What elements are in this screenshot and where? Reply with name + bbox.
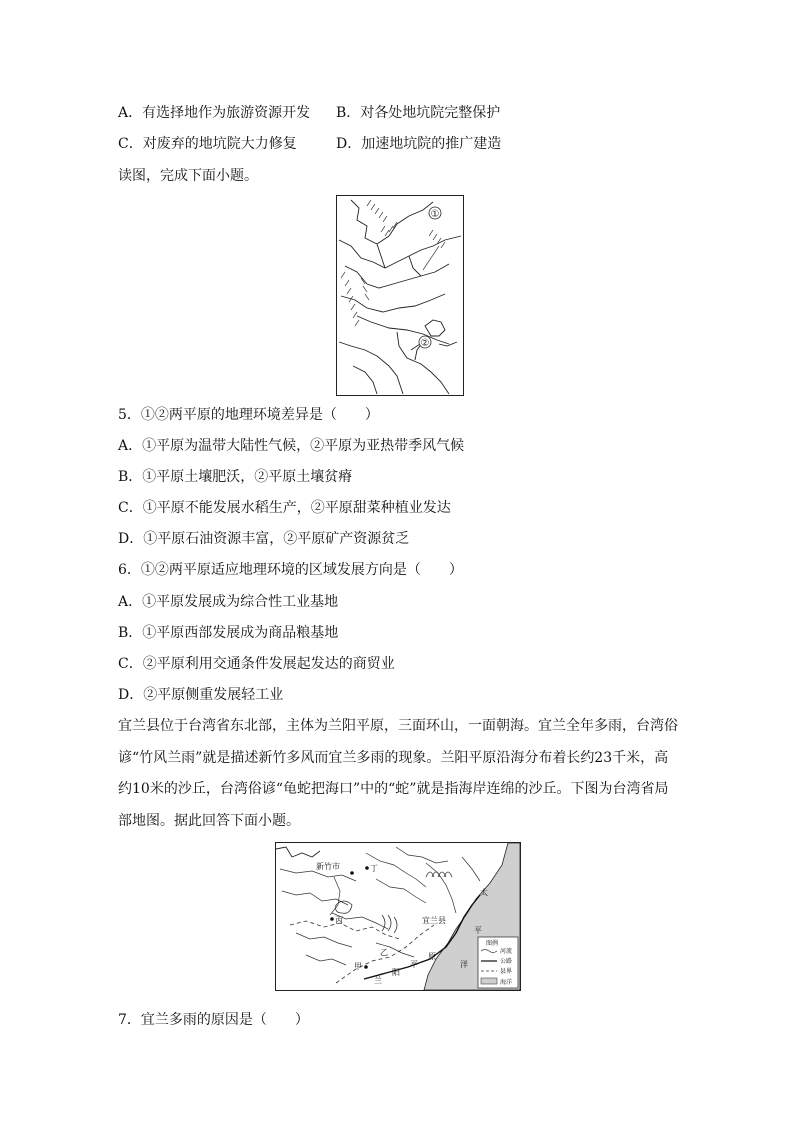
q7-stem: 7．宜兰多雨的原因是（ ） xyxy=(118,1012,309,1028)
legend-road: 公路 xyxy=(500,958,513,965)
map1-label-1: ① xyxy=(430,209,440,220)
label-xinzhu: 新竹市 xyxy=(316,862,340,871)
map-northeast-svg xyxy=(337,196,463,395)
q5-option-a: A．①平原为温带大陆性气候，②平原为亚热带季风气候 xyxy=(118,438,465,454)
legend-sea: 海洋 xyxy=(500,979,513,986)
legend-sea-symbol xyxy=(481,978,497,984)
label-jia: 甲 xyxy=(354,962,362,971)
map-taiwan-yilan xyxy=(275,842,521,991)
map-legend xyxy=(478,937,518,988)
map1-intro: 读图，完成下面小题。 xyxy=(118,168,258,184)
q4-option-d: D．加速地坑院的推广建造 xyxy=(336,136,502,152)
q5-option-d: D．①平原石油资源丰富，②平原矿产资源贫乏 xyxy=(118,531,410,547)
q6-option-d: D．②平原侧重发展轻工业 xyxy=(118,687,284,703)
label-yilan: 宜兰县 xyxy=(422,916,446,925)
map1-label-2: ② xyxy=(420,338,430,349)
q6-option-a: A．①平原发展成为综合性工业基地 xyxy=(118,594,339,610)
label-ding: 丁 xyxy=(370,864,378,873)
label-yang-ocean: 洋 xyxy=(460,960,468,969)
label-tai: 太 xyxy=(480,888,488,897)
label-ping: 平 xyxy=(410,960,418,969)
q6-option-c: C．②平原利用交通条件发展起发达的商贸业 xyxy=(118,656,395,672)
q4-option-b: B．对各处地坑院完整保护 xyxy=(336,105,501,121)
legend-title: 图例 xyxy=(486,940,499,947)
label-yuan: 原 xyxy=(428,952,436,961)
q4-option-c: C．对废弃的地坑院大力修复 xyxy=(118,136,297,152)
q6-stem: 6．①②两平原适应地理环境的区域发展方向是（ ） xyxy=(118,562,463,578)
label-bing: 丙 xyxy=(335,916,343,925)
q4-option-a: A．有选择地作为旅游资源开发 xyxy=(118,105,311,121)
q5-option-b: B．①平原土壤肥沃，②平原土壤贫瘠 xyxy=(118,469,353,485)
q5-stem: 5．①②两平原的地理环境差异是（ ） xyxy=(118,407,379,423)
label-ping-ocean: 平 xyxy=(474,926,482,935)
q5-option-c: C．①平原不能发展水稻生产，②平原甜菜种植业发达 xyxy=(118,500,451,516)
map-northeast-plains xyxy=(336,195,464,396)
label-yi: 乙 xyxy=(380,948,388,957)
label-lan: 兰 xyxy=(374,976,382,985)
map-taiwan-svg xyxy=(276,843,520,990)
label-yang: 阳 xyxy=(392,968,400,977)
legend-border: 县界 xyxy=(500,968,513,975)
legend-river: 河流 xyxy=(500,948,513,955)
q6-option-b: B．①平原西部发展成为商品粮基地 xyxy=(118,625,339,641)
yilan-passage: 宜兰县位于台湾省东北部，主体为兰阳平原，三面环山，一面朝海。宜兰全年多雨，台湾俗谚“竹风兰雨”就是描述新竹多风而宜兰多雨的现象。兰阳平原沿海分布着长约23千米，高约10米的沙丘，台湾俗谚“龟蛇把海口”中的“蛇”就是指海岸连绵的沙丘。下图为台湾省局部地图。据此回答下面小题。 xyxy=(118,718,678,829)
